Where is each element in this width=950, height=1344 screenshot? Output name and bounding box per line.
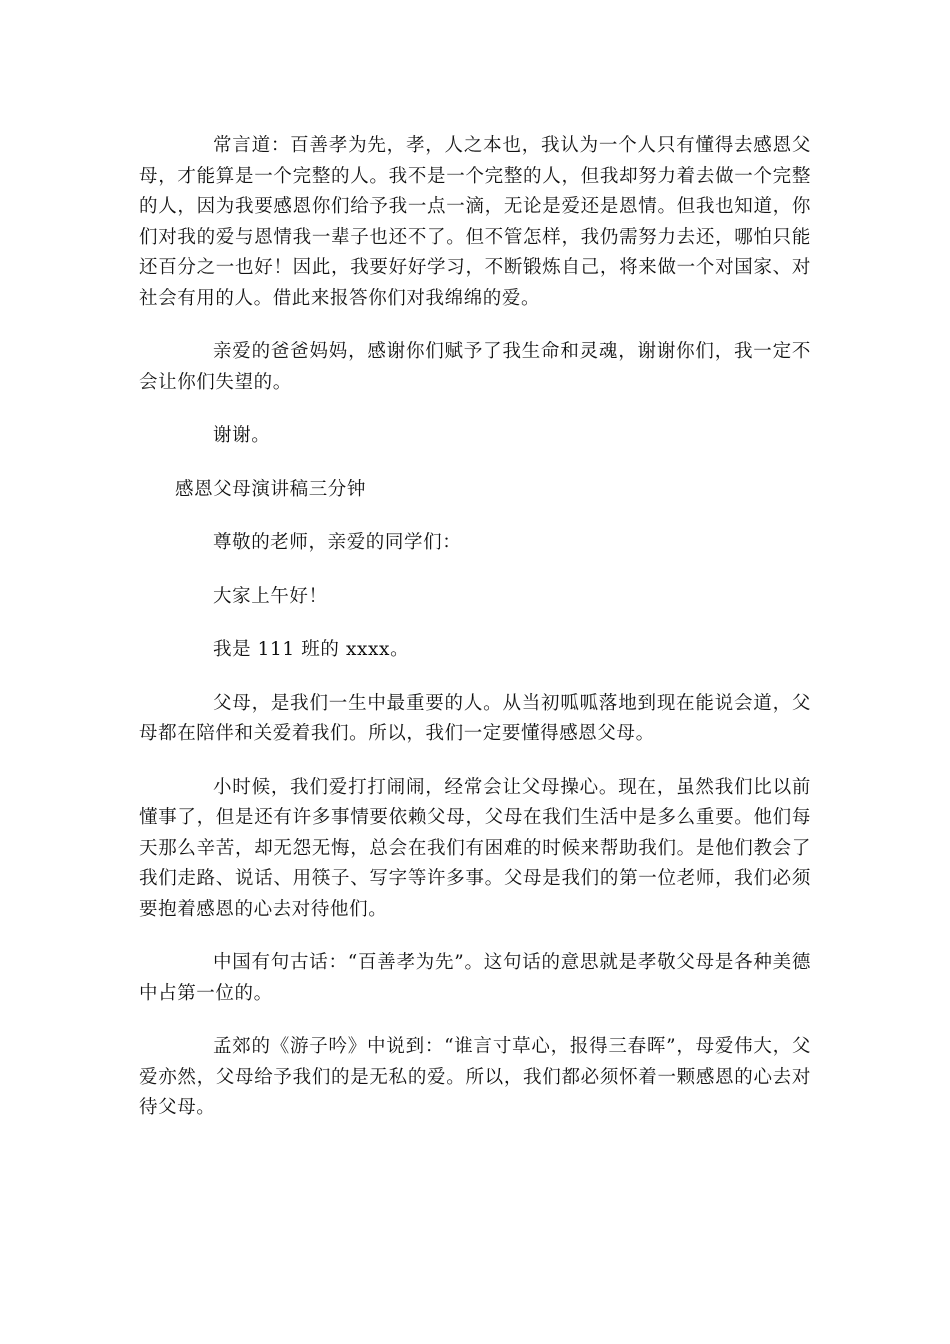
paragraph-thanks-parents: 亲爱的爸爸妈妈，感谢你们赋予了我生命和灵魂，谢谢你们，我一定不会让你们失望的。 (139, 341, 811, 393)
paragraph-filial-piety: 常言道：百善孝为先，孝，人之本也，我认为一个人只有懂得去感恩父母，才能算是一个完整的人。我不是一个完整的人，但我却努力着去做一个完整的人，因为我要感恩你们给予我一点一滴，无论是爱还是恩情。但我也知道，你们对我的爱与恩情我一辈子也还不了。但不管怎样，我仍需努力去还，哪怕只能还百分之一也好！因此，我要好好学习，不断锻炼自己，将来做一个对国家、对社会有用的人。借此来报答你们对我绵绵的爱。 (139, 135, 811, 309)
paragraph-chinese-saying: 中国有句古话：“百善孝为先”。这句话的意思就是孝敬父母是各种美德中占第一位的。 (139, 952, 811, 1004)
speech-title: 感恩父母演讲稿三分钟 (175, 478, 367, 500)
paragraph-parents-important: 父母，是我们一生中最重要的人。从当初呱呱落地到现在能说会道，父母都在陪伴和关爱着我们。所以，我们一定要懂得感恩父母。 (139, 692, 811, 744)
document-body (139, 131, 811, 1147)
paragraph-childhood: 小时候，我们爱打打闹闹，经常会让父母操心。现在，虽然我们比以前懂事了，但是还有许多事情要依赖父母，父母在我们生活中是多么重要。他们每天那么辛苦，却无怨无悔，总会在我们有困难的时候来帮助我们。是他们教会了我们走路、说话、用筷子、写字等许多事。父母是我们的第一位老师，我们必须要抱着感恩的心去对待他们。 (139, 776, 811, 920)
paragraph-greeting: 尊敬的老师，亲爱的同学们： (213, 532, 462, 553)
paragraph-mengjiao-poem: 孟郊的《游子吟》中说到：“谁言寸草心，报得三春晖”，母爱伟大，父爱亦然，父母给予我们的是无私的爱。所以，我们都必须怀着一颗感恩的心去对待父母。 (139, 1036, 811, 1118)
paragraph-self-intro: 我是 111 班的 xxxx。 (213, 639, 410, 660)
paragraph-good-morning: 大家上午好！ (213, 585, 328, 607)
paragraph-thank-you: 谢谢。 (213, 425, 271, 446)
